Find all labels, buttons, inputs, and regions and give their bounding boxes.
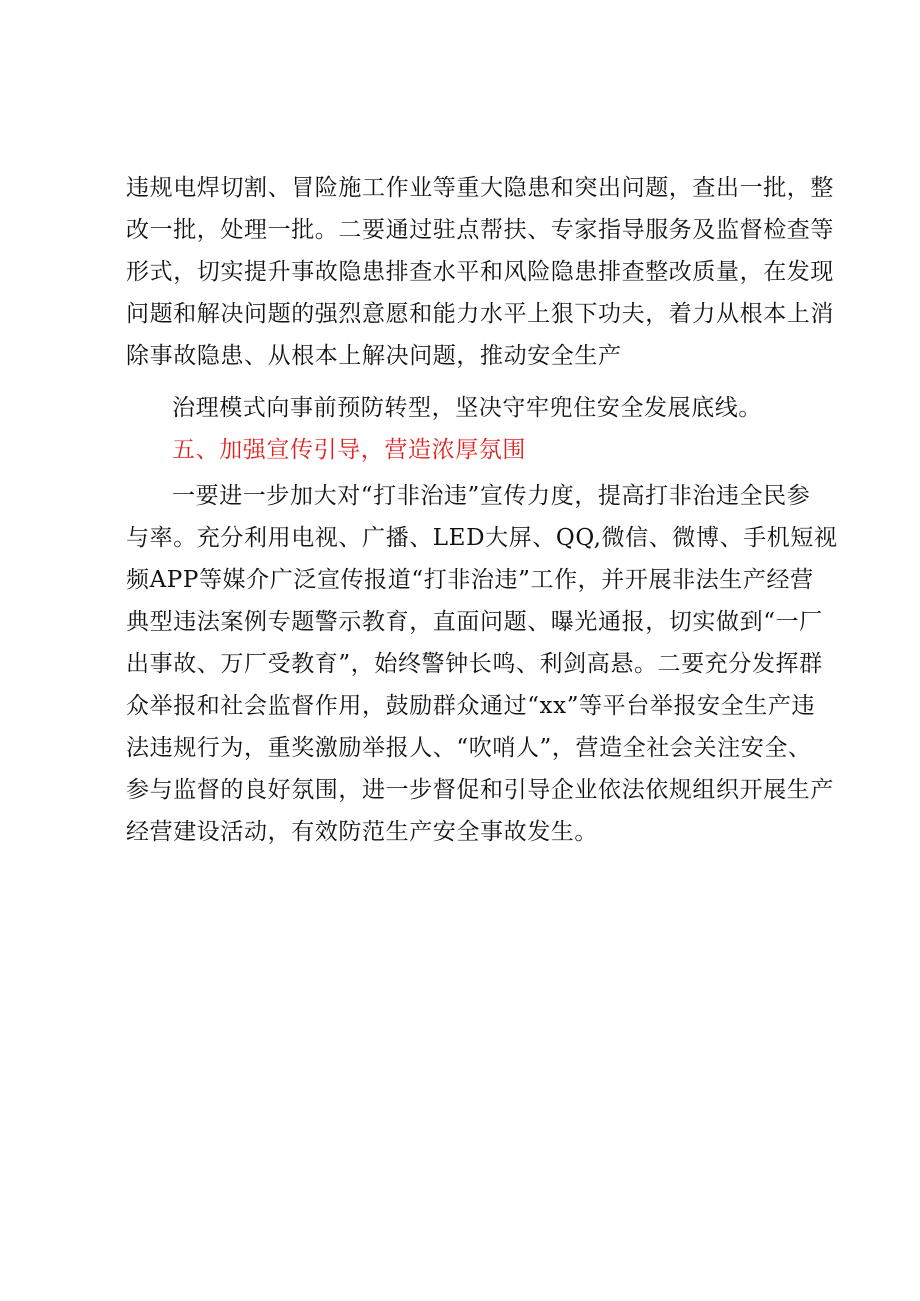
body-text-line: 一要进一步加大对“打非治违”宣传力度，提高打非治违全民参 — [172, 483, 811, 509]
section-heading: 五、加强宣传引导，营造浓厚氛围 — [172, 437, 526, 463]
body-text-line: 频APP等媒介广泛宣传报道“打非治违”工作，并开展非法生产经营 — [126, 567, 814, 593]
body-text-line: 除事故隐患、从根本上解决问题，推动安全生产 — [126, 343, 622, 369]
body-text-line: 形式，切实提升事故隐患排查水平和风险隐患排查整改质量，在发现 — [126, 259, 834, 285]
body-text-line: 治理模式向事前预防转型，坚决守牢兜住安全发展底线。 — [172, 395, 762, 421]
body-text-line: 改一批，处理一批。二要通过驻点帮扶、专家指导服务及监督检查等 — [126, 217, 834, 243]
body-text-line: 问题和解决问题的强烈意愿和能力水平上狠下功夫，着力从根本上消 — [126, 301, 834, 327]
body-text-line: 出事故、万厂受教育”，始终警钟长鸣、利剑高悬。二要充分发挥群 — [126, 651, 823, 677]
body-text-line: 与率。充分利用电视、广播、LED大屏、QQ,微信、微博、手机短视 — [126, 525, 838, 551]
body-text-line: 典型违法案例专题警示教育，直面问题、曝光通报，切实做到“一厂 — [126, 609, 823, 635]
body-text-line: 参与监督的良好氛围，进一步督促和引导企业依法依规组织开展生产 — [126, 777, 834, 803]
body-text-line: 法违规行为，重奖激励举报人、“吹哨人”，营造全社会关注安全、 — [126, 735, 812, 761]
body-text-line: 违规电焊切割、冒险施工作业等重大隐患和突出问题，查出一批，整 — [126, 175, 834, 201]
body-text-line: 众举报和社会监督作用，鼓励群众通过“xx”等平台举报安全生产违 — [126, 693, 816, 719]
body-text-line: 经营建设活动，有效防范生产安全事故发生。 — [126, 819, 598, 845]
